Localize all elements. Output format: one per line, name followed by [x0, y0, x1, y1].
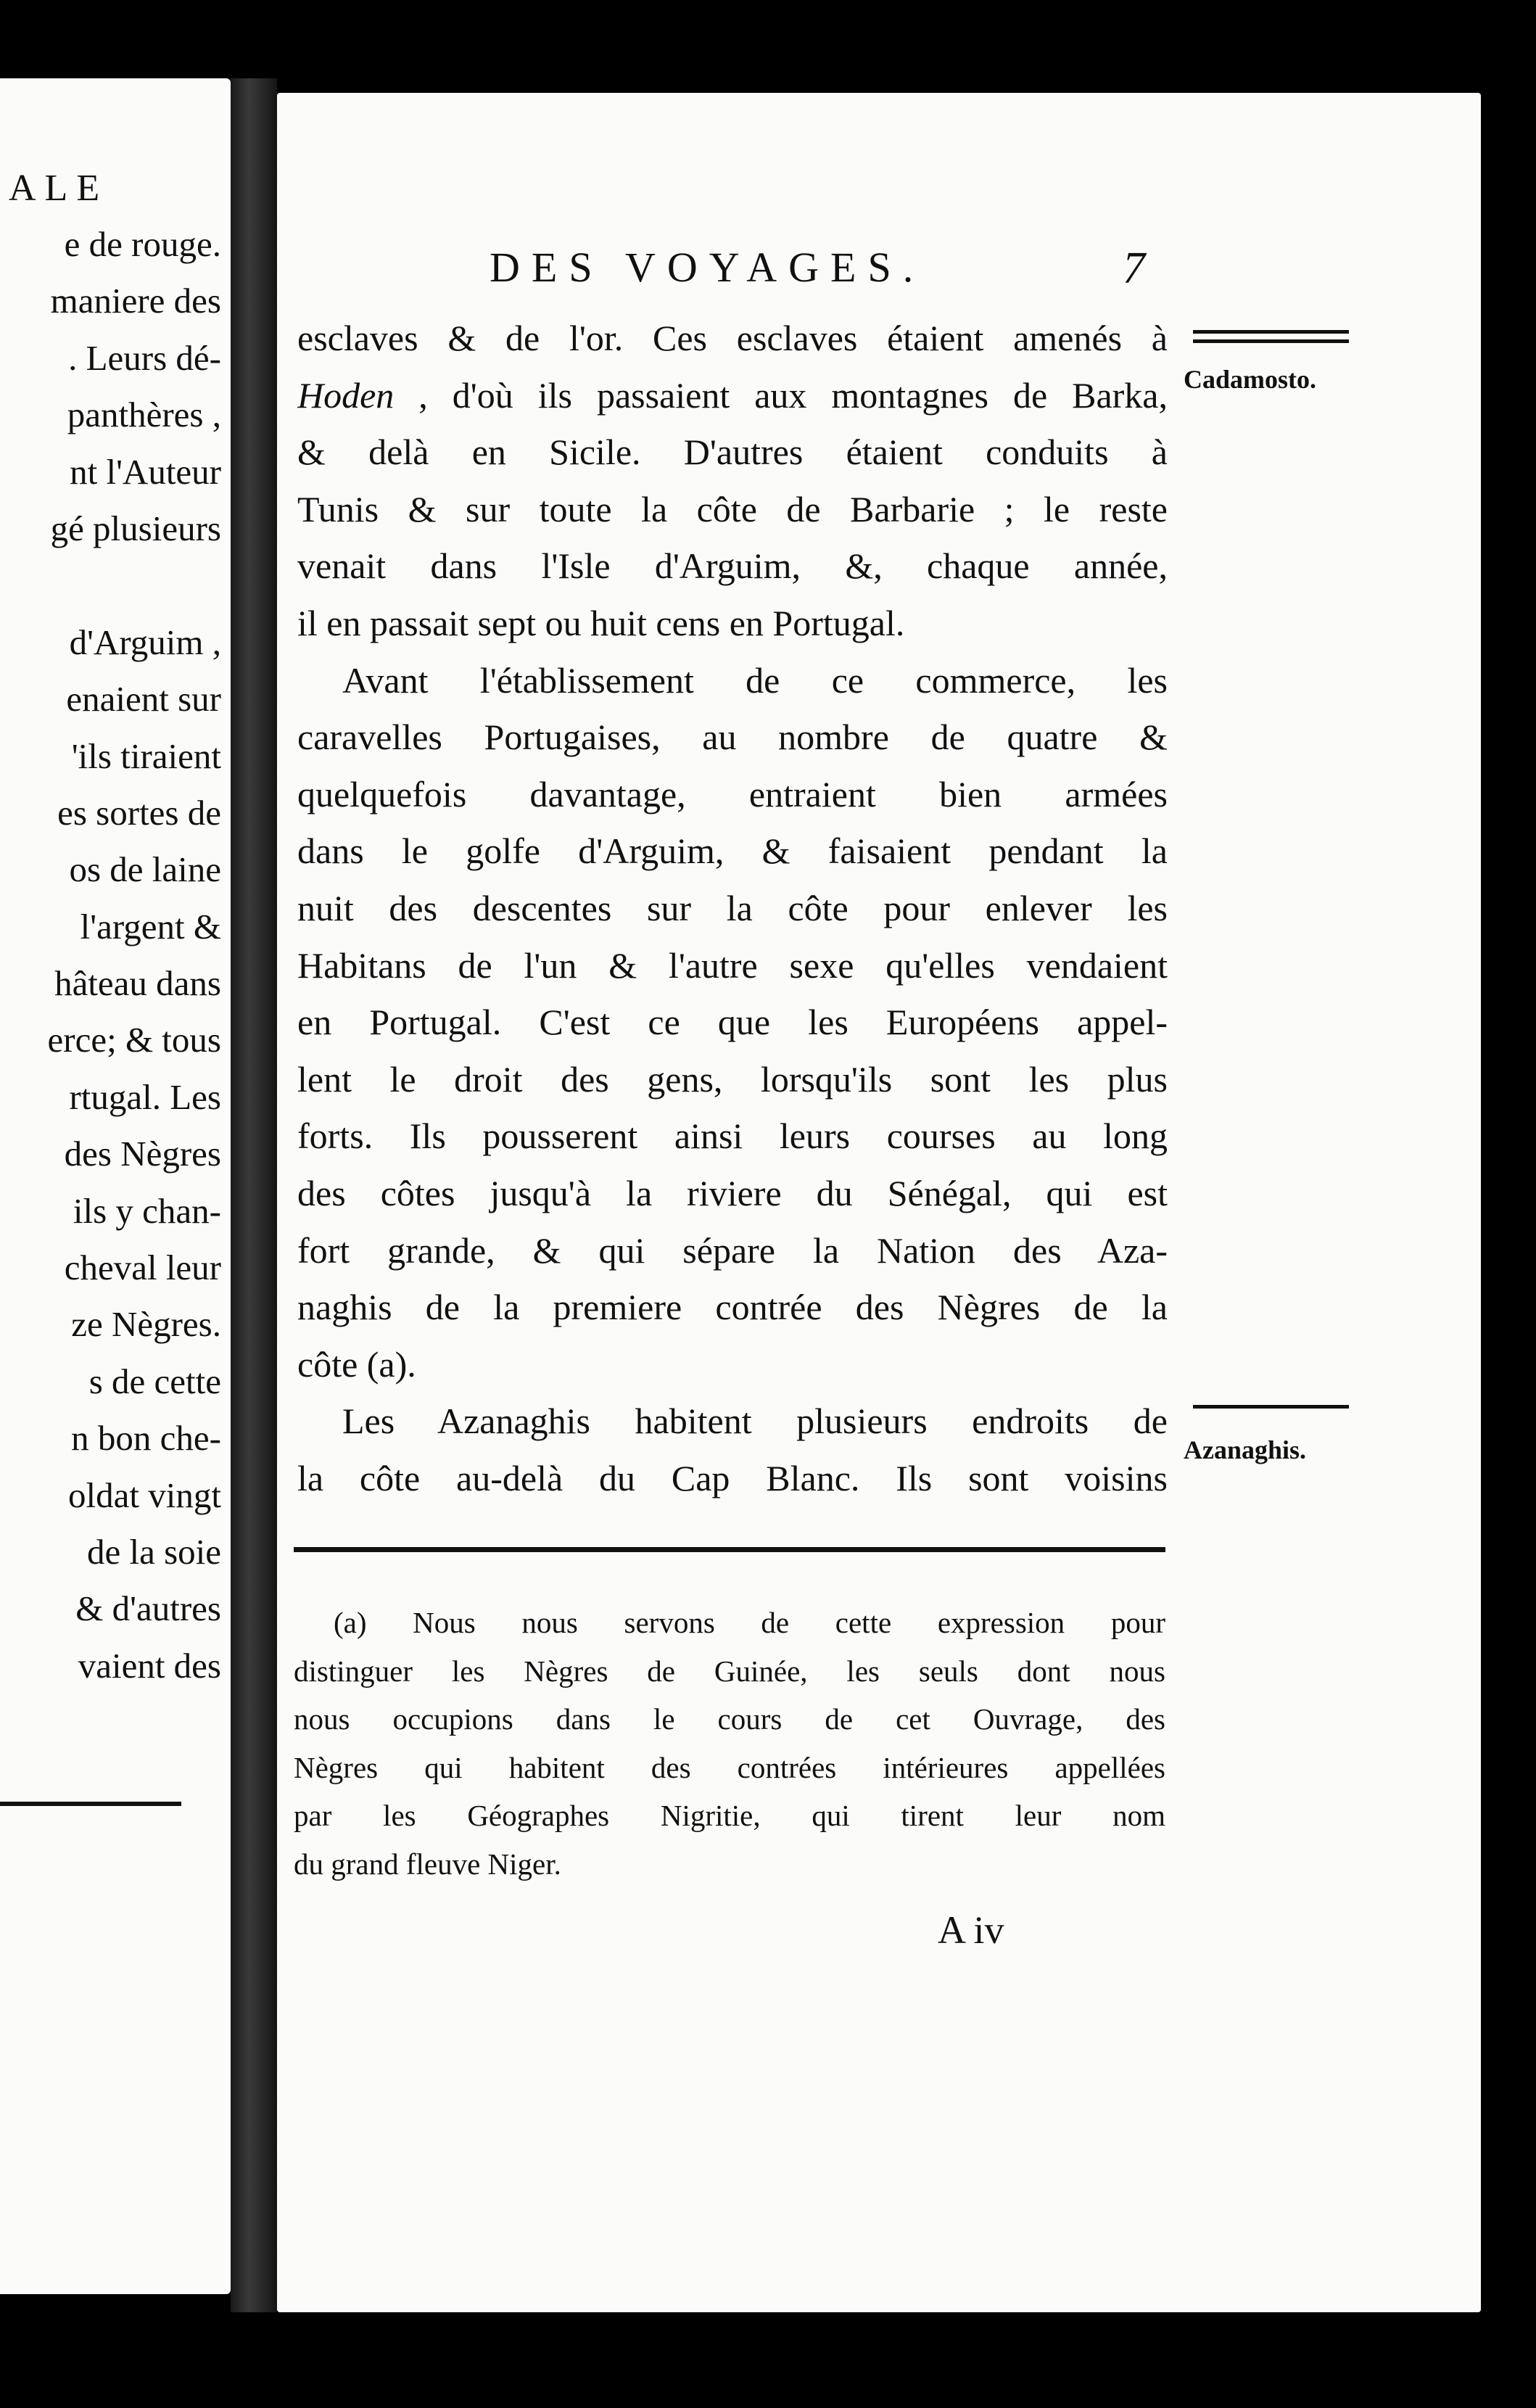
left-line: erce; & tous	[47, 1020, 221, 1060]
text-line: forts. Ils pousserent ainsi leurs courses au long	[297, 1116, 1168, 1157]
text-line: en Portugal. C'est ce que les Européens appel-	[297, 1002, 1168, 1043]
left-line: ze Nègres.	[71, 1304, 221, 1345]
page-number: 7	[1123, 244, 1145, 293]
text-line-rest: , d'où ils passaient aux montagnes de Barka,	[394, 374, 1168, 416]
text-line: des côtes jusqu'à la riviere du Sénégal, qui est	[297, 1172, 1168, 1213]
text-line: & delà en Sicile. D'autres étaient conduits à	[297, 432, 1168, 473]
signature-mark: A iv	[938, 1908, 1004, 1952]
book-gutter	[231, 78, 277, 2312]
left-line: es sortes de	[57, 792, 221, 833]
left-running-head: ALE	[9, 168, 109, 209]
left-line	[0, 557, 221, 614]
left-line: gé plusieurs	[50, 508, 221, 548]
place-name-italic: Hoden	[297, 374, 395, 416]
body-text	[297, 310, 1168, 1506]
text-line: il en passait sept ou huit cens en Portugal.	[297, 602, 905, 643]
left-line: e de rouge.	[64, 224, 221, 264]
text-line: esclaves & de l'or. Ces esclaves étaient amenés à	[297, 318, 1168, 358]
footnote	[294, 1599, 1165, 1888]
left-line: rtugal. Les	[69, 1076, 221, 1117]
left-line: 'ils tiraient	[71, 735, 221, 776]
text-line: Avant l'établissement de ce commerce, les	[342, 659, 1168, 701]
left-line: vaient des	[78, 1645, 221, 1686]
left-line: nt l'Auteur	[70, 451, 221, 492]
left-page-rule	[0, 1802, 181, 1806]
left-line: d'Arguim ,	[69, 622, 221, 662]
text-line: la côte au-delà du Cap Blanc. Ils sont voisins	[297, 1457, 1168, 1498]
left-line: s de cette	[88, 1361, 221, 1401]
footnote-line: distinguer les Nègres de Guinée, les seuls dont nous	[294, 1654, 1165, 1688]
left-line: & d'autres	[75, 1588, 221, 1629]
left-line: enaient sur	[66, 679, 221, 719]
text-line: dans le golfe d'Arguim, & faisaient pendant la	[297, 830, 1168, 872]
sidenote-rule	[1193, 1405, 1349, 1409]
sidenote-azanaghis: Azanaghis.	[1184, 1435, 1307, 1464]
sidenote-rule	[1193, 330, 1349, 334]
left-line: maniere des	[50, 281, 221, 321]
footnote-line: nous occupions dans le cours de cet Ouvrage, des	[294, 1702, 1165, 1736]
text-line: naghis de la premiere contrée des Nègres de la	[297, 1287, 1168, 1328]
text-line: côte (a).	[297, 1343, 416, 1385]
left-line: oldat vingt	[68, 1475, 221, 1515]
left-line: os de laine	[69, 849, 221, 890]
left-line: n bon che-	[71, 1418, 221, 1459]
left-line: de la soie	[86, 1531, 221, 1572]
text-line: venait dans l'Isle d'Arguim, &, chaque année,	[297, 545, 1168, 587]
text-line: Tunis & sur toute la côte de Barbarie ; le reste	[297, 488, 1168, 529]
text-line: quelquefois davantage, entraient bien armées	[297, 773, 1168, 815]
text-line: Habitans de l'un & l'autre sexe qu'elles vendaient	[297, 944, 1168, 986]
left-line: l'argent &	[80, 906, 221, 947]
text-line: lent le droit des gens, lorsqu'ils sont les plus	[297, 1058, 1168, 1100]
left-page-text	[0, 216, 221, 1694]
text-line: nuit des descentes sur la côte pour enlever les	[297, 887, 1168, 928]
left-line: . Leurs dé-	[68, 337, 221, 378]
left-line: ils y chan-	[73, 1190, 221, 1231]
running-head: DES VOYAGES.	[490, 244, 925, 291]
left-line: cheval leur	[64, 1248, 221, 1288]
left-line: panthères ,	[67, 395, 221, 435]
sidenote-cadamosto: Cadamosto.	[1184, 365, 1317, 394]
sidenote-rule	[1193, 339, 1349, 343]
footnote-line: (a) Nous nous servons de cette expression pour	[334, 1606, 1165, 1639]
text-line	[297, 367, 1168, 424]
footnote-line: par les Géographes Nigritie, qui tirent leur nom	[294, 1799, 1165, 1832]
text-line: fort grande, & qui sépare la Nation des Aza-	[297, 1229, 1168, 1271]
text-line: Les Azanaghis habitent plusieurs endroits de	[342, 1401, 1168, 1442]
footnote-line: du grand fleuve Niger.	[294, 1847, 561, 1881]
left-line: hâteau dans	[54, 963, 221, 1004]
text-line: caravelles Portugaises, au nombre de quatre &	[297, 717, 1168, 758]
left-line: des Nègres	[64, 1134, 221, 1174]
footnote-separator	[294, 1547, 1165, 1552]
footnote-line: Nègres qui habitent des contrées intérieures appellées	[294, 1750, 1165, 1784]
